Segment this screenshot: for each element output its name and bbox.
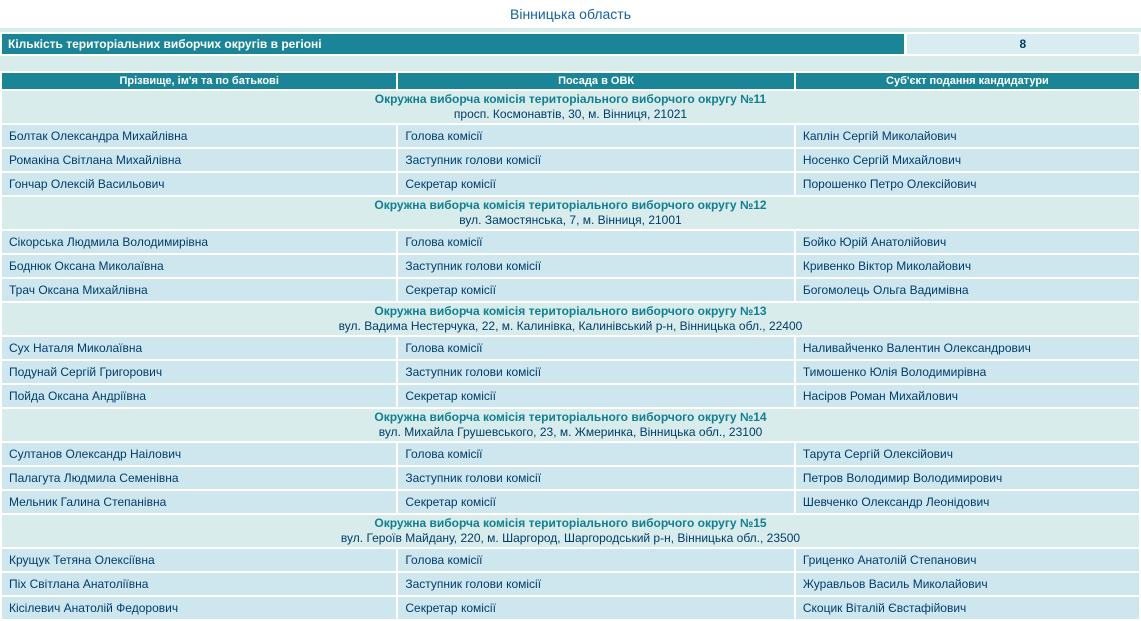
summary-bar <box>0 32 1141 56</box>
group-address: вул. Замостянська, 7, м. Вінниця, 21001 <box>459 213 682 227</box>
column-header-subject: Суб'єкт подання кандидатури <box>795 72 1140 90</box>
group-cell <box>1 408 1140 442</box>
summary-label: Кількість територіальних виборчих округів в регіоні <box>2 34 904 54</box>
group-address: вул. Михайла Грушевського, 23, м. Жмеринка, Вінницька обл., 23100 <box>378 425 763 439</box>
subject-cell: Петров Володимир Володимирович <box>795 466 1140 490</box>
group-cell <box>1 302 1140 336</box>
subject-cell: Журавльов Василь Миколайович <box>795 572 1140 596</box>
position-cell: Заступник голови комісії <box>397 466 795 490</box>
group-cell <box>1 90 1140 124</box>
member-row <box>1 572 1140 596</box>
group-header-row <box>1 302 1140 336</box>
position-cell: Голова комісії <box>397 336 795 360</box>
position-cell: Секретар комісії <box>397 278 795 302</box>
subject-cell: Насіров Роман Михайлович <box>795 384 1140 408</box>
subject-cell: Гриценко Анатолій Степанович <box>795 548 1140 572</box>
name-cell: Трач Оксана Михайлівна <box>1 278 397 302</box>
summary-value: 8 <box>907 34 1139 54</box>
position-cell: Секретар комісії <box>397 172 795 196</box>
group-title: Окружна виборча комісія територіального виборчого округу №11 <box>374 92 767 106</box>
member-row <box>1 490 1140 514</box>
page-title: Вінницька область <box>510 6 631 22</box>
member-row <box>1 124 1140 148</box>
group-title: Окружна виборча комісія територіального виборчого округу №14 <box>374 410 767 424</box>
title-band <box>0 0 1141 28</box>
subject-cell: Бойко Юрій Анатолійович <box>795 230 1140 254</box>
subject-cell: Порошенко Петро Олексійович <box>795 172 1140 196</box>
column-header-name: Прізвище, ім'я та по батькові <box>1 72 397 90</box>
name-cell: Палагута Людмила Семенівна <box>1 466 397 490</box>
member-row <box>1 336 1140 360</box>
subject-cell: Носенко Сергій Михайлович <box>795 148 1140 172</box>
position-cell: Голова комісії <box>397 124 795 148</box>
group-header-row <box>1 408 1140 442</box>
name-cell: Ромакіна Світлана Михайлівна <box>1 148 397 172</box>
subject-cell: Шевченко Олександр Леонідович <box>795 490 1140 514</box>
group-title: Окружна виборча комісія територіального виборчого округу №12 <box>374 198 767 212</box>
position-cell: Голова комісії <box>397 442 795 466</box>
position-cell: Секретар комісії <box>397 384 795 408</box>
group-cell <box>1 514 1140 548</box>
member-row <box>1 230 1140 254</box>
subject-cell: Каплін Сергій Миколайович <box>795 124 1140 148</box>
name-cell: Піх Світлана Анатоліївна <box>1 572 397 596</box>
group-header-row <box>1 196 1140 230</box>
subject-cell: Наливайченко Валентин Олександрович <box>795 336 1140 360</box>
table-header-row <box>1 72 1140 90</box>
subject-cell: Тимошенко Юлія Володимирівна <box>795 360 1140 384</box>
member-row <box>1 254 1140 278</box>
member-row <box>1 442 1140 466</box>
member-row <box>1 172 1140 196</box>
group-title: Окружна виборча комісія територіального виборчого округу №15 <box>374 516 767 530</box>
position-cell: Заступник голови комісії <box>397 572 795 596</box>
subject-cell: Скоцик Віталій Євстафійович <box>795 596 1140 620</box>
member-row <box>1 596 1140 620</box>
position-cell: Секретар комісії <box>397 490 795 514</box>
name-cell: Крущук Тетяна Олексіївна <box>1 548 397 572</box>
name-cell: Пойда Оксана Андріївна <box>1 384 397 408</box>
name-cell: Сікорська Людмила Володимирівна <box>1 230 397 254</box>
member-row <box>1 384 1140 408</box>
position-cell: Заступник голови комісії <box>397 148 795 172</box>
member-row <box>1 548 1140 572</box>
name-cell: Кісілевич Анатолій Федорович <box>1 596 397 620</box>
member-row <box>1 148 1140 172</box>
member-row <box>1 360 1140 384</box>
group-cell <box>1 196 1140 230</box>
name-cell: Боднюк Оксана Миколаївна <box>1 254 397 278</box>
subject-cell: Тарута Сергій Олексійович <box>795 442 1140 466</box>
subject-cell: Богомолець Ольга Вадимівна <box>795 278 1140 302</box>
position-cell: Голова комісії <box>397 230 795 254</box>
position-cell: Заступник голови комісії <box>397 254 795 278</box>
name-cell: Подунай Сергій Григорович <box>1 360 397 384</box>
group-address: вул. Вадима Нестерчука, 22, м. Калинівка, Калинівський р-н, Вінницька обл., 22400 <box>338 319 803 333</box>
column-header-position: Посада в ОВК <box>397 72 795 90</box>
position-cell: Заступник голови комісії <box>397 360 795 384</box>
group-address: просп. Космонавтів, 30, м. Вінниця, 21021 <box>453 107 688 121</box>
subject-cell: Кривенко Віктор Миколайович <box>795 254 1140 278</box>
name-cell: Сух Наталя Миколаївна <box>1 336 397 360</box>
name-cell: Болтак Олександра Михайлівна <box>1 124 397 148</box>
group-title: Окружна виборча комісія територіального виборчого округу №13 <box>374 304 767 318</box>
group-header-row <box>1 90 1140 124</box>
group-address: вул. Героїв Майдану, 220, м. Шаргород, Шаргородський р-н, Вінницька обл., 23500 <box>340 531 801 545</box>
member-row <box>1 466 1140 490</box>
position-cell: Секретар комісії <box>397 596 795 620</box>
name-cell: Султанов Олександр Наілович <box>1 442 397 466</box>
group-header-row <box>1 514 1140 548</box>
name-cell: Мельник Галина Степанівна <box>1 490 397 514</box>
position-cell: Голова комісії <box>397 548 795 572</box>
member-row <box>1 278 1140 302</box>
name-cell: Гончар Олексій Васильович <box>1 172 397 196</box>
commissions-table <box>0 71 1141 621</box>
